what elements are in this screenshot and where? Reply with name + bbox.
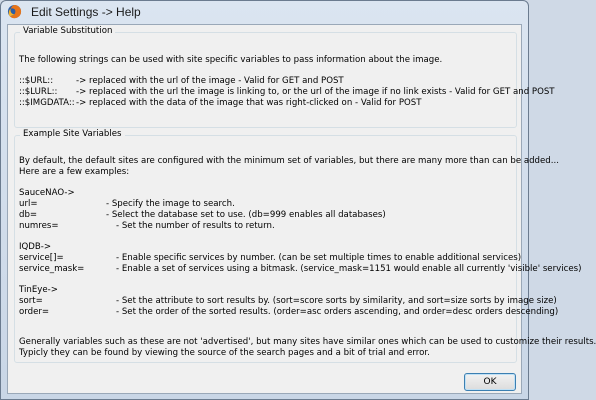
site-variable-key: url= — [19, 199, 38, 209]
site-variable-key: order= — [19, 307, 50, 317]
group-legend: Example Site Variables — [20, 129, 125, 139]
site-variable-desc: - Select the database set to use. (db=999 enables all databases) — [106, 210, 386, 220]
title-bar[interactable] — [1, 1, 528, 23]
variable-key: ::$IMGDATA:: — [19, 98, 75, 108]
site-name-iqdb: IQDB-> — [19, 242, 52, 252]
site-variable-desc: - Set the number of results to return. — [116, 221, 275, 231]
site-variable-desc: - Set the order of the sorted results. (order=asc orders ascending, and order=desc orders descending) — [116, 307, 559, 317]
examples-footer-line1: Generally variables such as these are not 'advertised', but many sites have similar ones which can be used to customize their results. — [19, 337, 596, 347]
site-variable-desc: - Specify the image to search. — [106, 199, 235, 209]
variable-key: ::$URL:: — [19, 76, 54, 86]
variable-desc: -> replaced with the data of the image that was right-clicked on - Valid for POST — [76, 98, 422, 108]
ok-button[interactable]: OK — [464, 373, 516, 391]
examples-footer-line2: Typicly they can be found by viewing the source of the search pages and a bit of trial and error. — [19, 348, 430, 358]
group-legend: Variable Substitution — [20, 26, 115, 36]
site-variable-key: numres= — [19, 221, 59, 231]
site-variable-key: db= — [19, 210, 38, 220]
site-name-saucenao: SauceNAO-> — [19, 188, 75, 198]
firefox-icon — [7, 4, 22, 19]
examples-intro-line1: By default, the default sites are configured with the minimum set of variables, but there are many more than can be added... — [19, 156, 559, 166]
window-title: Edit Settings -> Help — [31, 5, 141, 19]
variable-substitution-intro: The following strings can be used with site specific variables to pass information about the image. — [19, 55, 443, 65]
site-variable-key: sort= — [19, 296, 43, 306]
examples-intro-line2: Here are a few examples: — [19, 167, 130, 177]
site-variable-key: service[]= — [19, 253, 64, 263]
variable-substitution-group — [14, 26, 555, 128]
site-variable-key: service_mask= — [19, 264, 85, 274]
example-site-variables-group — [14, 129, 596, 363]
site-variable-desc: - Enable a set of services using a bitmask. (service_mask=1151 would enable all currently 'visible' services) — [116, 264, 582, 274]
variable-desc: -> replaced with the url the image is linking to, or the url of the image if no link exists - Valid for GET and POST — [76, 87, 555, 97]
site-name-tineye: TinEye-> — [19, 285, 58, 295]
site-variable-desc: - Enable specific services by number. (can be set multiple times to enable additional services) — [116, 253, 522, 263]
dialog-client-area — [7, 24, 596, 394]
site-variable-desc: - Set the attribute to sort results by. (sort=score sorts by similarity, and sort=size sorts by image size) — [116, 296, 557, 306]
variable-desc: -> replaced with the url of the image - Valid for GET and POST — [76, 76, 344, 86]
variable-key: ::$LURL:: — [19, 87, 58, 97]
